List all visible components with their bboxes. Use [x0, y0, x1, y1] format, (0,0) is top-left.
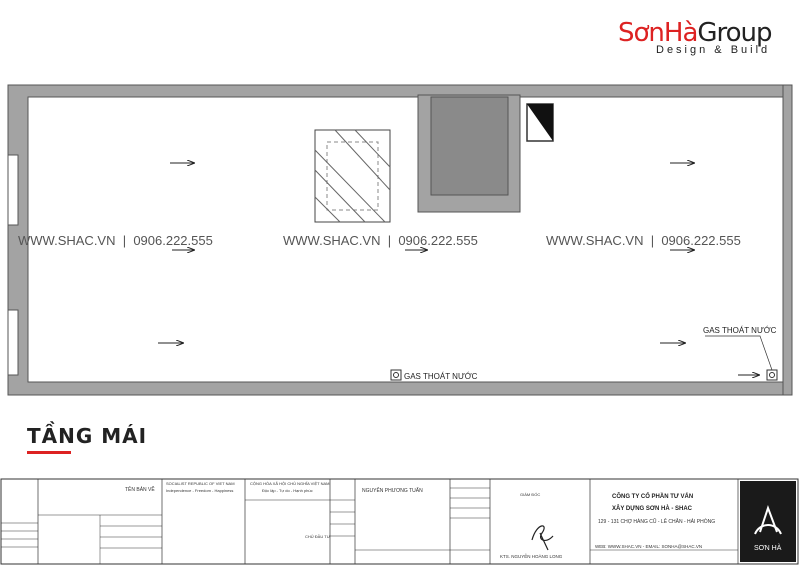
floor-title: TẦNG MÁI — [27, 424, 148, 448]
drain-bottom — [391, 370, 401, 380]
company-logo-caption: SƠN HÀ — [754, 545, 782, 552]
company-contacts: WEB: WWW.SHAC.VN - EMAIL: SONHA@SHAC.VN — [595, 544, 703, 549]
drawing-name-label: TÊN BẢN VẼ — [125, 487, 155, 493]
drain-label-bottom: GAS THOÁT NƯỚC — [404, 372, 478, 381]
director-label: GIÁM ĐỐC — [520, 492, 541, 497]
brand-tagline: Design & Build — [656, 44, 771, 56]
company-line2: XÂY DỰNG SƠN HÀ - SHAC — [612, 506, 692, 512]
left-wall-opening-bottom — [8, 310, 18, 375]
motto-vi: Độc lập - Tự do - Hạnh phúc — [262, 488, 313, 493]
floor-title-underline — [27, 451, 71, 454]
left-wall-opening-top — [8, 155, 18, 225]
republic-vi: CỘNG HÒA XÃ HỘI CHỦ NGHĨA VIỆT NAM — [250, 481, 330, 486]
skylight — [315, 130, 390, 222]
company-line1: CÔNG TY CỔ PHẦN TƯ VẤN — [612, 494, 694, 500]
company-address: 129 - 131 CHỢ HÀNG CŨ - LÊ CHÂN - HẢI PHÒNG — [598, 519, 716, 525]
watermark-3: WWW.SHAC.VN | 0906.222.555 — [546, 233, 741, 248]
brand-wordmark-red: SơnHà — [618, 18, 698, 48]
owner-label: CHỦ ĐẦU TƯ — [305, 534, 331, 539]
republic-en: SOCIALIST REPUBLIC OF VIET NAM — [166, 481, 235, 486]
architect-name: KTS. NGUYỄN HOÀNG LONG — [500, 554, 563, 559]
title-block — [0, 478, 800, 565]
brand-wordmark-rest: Group — [697, 18, 772, 48]
owner-name: NGUYỄN PHƯƠNG TUẤN — [362, 488, 423, 494]
motto-en: Independence - Freedom - Happiness — [166, 488, 234, 493]
stair-core-inner — [431, 97, 508, 195]
watermark-1: WWW.SHAC.VN | 0906.222.555 — [18, 233, 213, 248]
right-wall — [783, 85, 792, 395]
small-shaft — [527, 104, 553, 141]
watermark-2: WWW.SHAC.VN | 0906.222.555 — [283, 233, 478, 248]
drain-right — [767, 370, 777, 380]
drain-label-right: GAS THOÁT NƯỚC — [703, 326, 777, 335]
